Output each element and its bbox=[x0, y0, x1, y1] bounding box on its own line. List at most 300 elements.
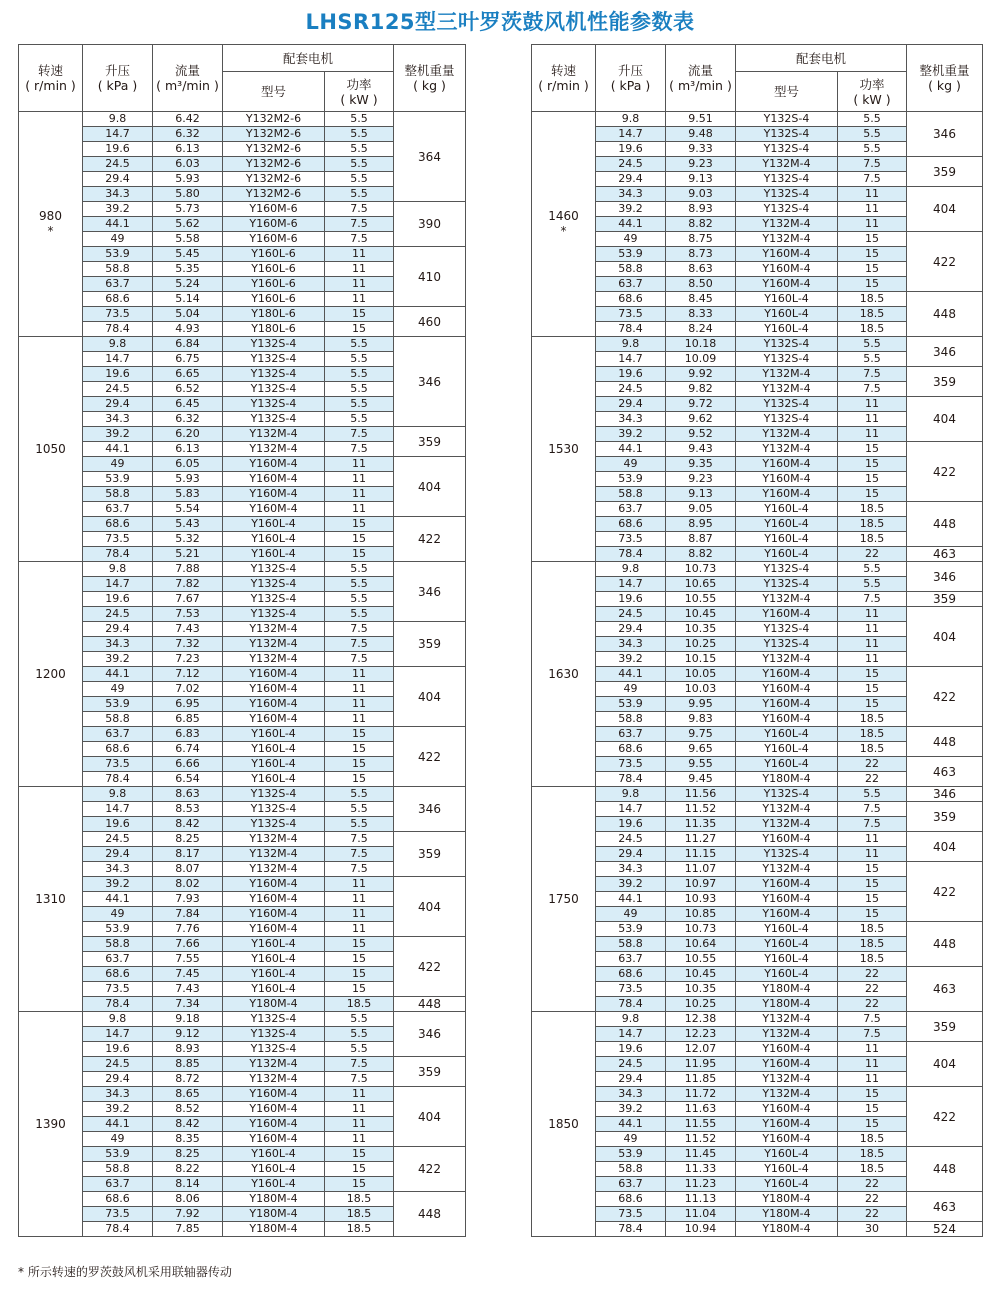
weight-cell: 404 bbox=[907, 397, 983, 442]
table-row bbox=[532, 1012, 983, 1027]
flow-cell: 9.72 bbox=[666, 397, 736, 412]
speed-mark: * bbox=[47, 224, 54, 238]
header-pressure bbox=[83, 45, 153, 112]
flow-cell: 9.23 bbox=[666, 472, 736, 487]
motor-model-cell: Y132S-4 bbox=[736, 787, 838, 802]
motor-model-cell: Y160M-4 bbox=[223, 1132, 325, 1147]
header-pressure-label: 升压 bbox=[617, 63, 643, 78]
flow-cell: 8.82 bbox=[666, 547, 736, 562]
header-pressure-unit: ( kPa ) bbox=[610, 78, 651, 93]
pressure-cell: 68.6 bbox=[83, 292, 153, 307]
weight-cell: 390 bbox=[394, 202, 466, 247]
motor-model-cell: Y132S-4 bbox=[223, 607, 325, 622]
pressure-cell: 34.3 bbox=[596, 862, 666, 877]
weight-cell: 359 bbox=[394, 622, 466, 667]
power-cell: 5.5 bbox=[325, 1042, 394, 1057]
header-weight bbox=[394, 45, 466, 112]
flow-cell: 6.03 bbox=[153, 157, 223, 172]
power-cell: 11 bbox=[325, 262, 394, 277]
speed-value: 1310 bbox=[35, 891, 66, 906]
power-cell: 7.5 bbox=[325, 202, 394, 217]
flow-cell: 5.32 bbox=[153, 532, 223, 547]
pressure-cell: 9.8 bbox=[83, 112, 153, 127]
motor-model-cell: Y160M-4 bbox=[736, 877, 838, 892]
power-cell: 5.5 bbox=[838, 142, 907, 157]
pressure-cell: 78.4 bbox=[596, 1222, 666, 1237]
power-cell: 15 bbox=[838, 1087, 907, 1102]
pressure-cell: 34.3 bbox=[83, 412, 153, 427]
flow-cell: 8.65 bbox=[153, 1087, 223, 1102]
power-cell: 5.5 bbox=[325, 172, 394, 187]
flow-cell: 9.13 bbox=[666, 487, 736, 502]
page-title: LHSR125型三叶罗茨鼓风机性能参数表 bbox=[305, 10, 695, 34]
pressure-cell: 29.4 bbox=[596, 172, 666, 187]
pressure-cell: 29.4 bbox=[596, 847, 666, 862]
power-cell: 5.5 bbox=[325, 367, 394, 382]
motor-model-cell: Y160L-4 bbox=[736, 727, 838, 742]
pressure-cell: 68.6 bbox=[596, 742, 666, 757]
pressure-cell: 44.1 bbox=[83, 892, 153, 907]
motor-model-cell: Y160L-4 bbox=[223, 982, 325, 997]
flow-cell: 7.85 bbox=[153, 1222, 223, 1237]
motor-model-cell: Y132M-4 bbox=[736, 652, 838, 667]
table-row bbox=[19, 787, 466, 802]
weight-cell: 463 bbox=[907, 547, 983, 562]
weight-cell: 359 bbox=[907, 367, 983, 397]
pressure-cell: 63.7 bbox=[596, 277, 666, 292]
power-cell: 5.5 bbox=[325, 112, 394, 127]
power-cell: 22 bbox=[838, 967, 907, 982]
flow-cell: 7.82 bbox=[153, 577, 223, 592]
table-row bbox=[532, 922, 983, 937]
motor-model-cell: Y132M-4 bbox=[736, 802, 838, 817]
pressure-cell: 49 bbox=[83, 232, 153, 247]
flow-cell: 5.73 bbox=[153, 202, 223, 217]
pressure-cell: 14.7 bbox=[596, 802, 666, 817]
power-cell: 18.5 bbox=[838, 517, 907, 532]
motor-model-cell: Y160L-4 bbox=[736, 292, 838, 307]
speed-value: 1850 bbox=[548, 1116, 579, 1131]
table-row bbox=[532, 157, 983, 172]
motor-model-cell: Y160L-4 bbox=[736, 967, 838, 982]
motor-model-cell: Y160L-4 bbox=[736, 952, 838, 967]
table-body-left bbox=[19, 112, 466, 1237]
motor-model-cell: Y132M-4 bbox=[223, 427, 325, 442]
motor-model-cell: Y160M-4 bbox=[223, 667, 325, 682]
pressure-cell: 44.1 bbox=[596, 1117, 666, 1132]
power-cell: 30 bbox=[838, 1222, 907, 1237]
pressure-cell: 68.6 bbox=[83, 517, 153, 532]
flow-cell: 5.80 bbox=[153, 187, 223, 202]
flow-cell: 9.48 bbox=[666, 127, 736, 142]
motor-model-cell: Y132S-4 bbox=[736, 112, 838, 127]
flow-cell: 9.52 bbox=[666, 427, 736, 442]
motor-model-cell: Y160L-4 bbox=[223, 937, 325, 952]
table-body-right bbox=[532, 112, 983, 1237]
flow-cell: 10.45 bbox=[666, 607, 736, 622]
power-cell: 15 bbox=[325, 952, 394, 967]
flow-cell: 5.58 bbox=[153, 232, 223, 247]
motor-model-cell: Y160L-4 bbox=[223, 727, 325, 742]
pressure-cell: 19.6 bbox=[83, 142, 153, 157]
motor-model-cell: Y132S-4 bbox=[736, 562, 838, 577]
power-cell: 5.5 bbox=[838, 127, 907, 142]
pressure-cell: 19.6 bbox=[83, 367, 153, 382]
motor-model-cell: Y160L-4 bbox=[223, 517, 325, 532]
power-cell: 11 bbox=[325, 277, 394, 292]
motor-model-cell: Y160M-4 bbox=[736, 457, 838, 472]
motor-model-cell: Y160M-4 bbox=[223, 487, 325, 502]
header-flow bbox=[153, 45, 223, 112]
motor-model-cell: Y132M-4 bbox=[736, 1087, 838, 1102]
power-cell: 18.5 bbox=[838, 322, 907, 337]
pressure-cell: 44.1 bbox=[596, 892, 666, 907]
pressure-cell: 58.8 bbox=[83, 262, 153, 277]
flow-cell: 9.05 bbox=[666, 502, 736, 517]
pressure-cell: 53.9 bbox=[596, 1147, 666, 1162]
pressure-cell: 63.7 bbox=[83, 1177, 153, 1192]
header-speed bbox=[532, 45, 596, 112]
flow-cell: 10.97 bbox=[666, 877, 736, 892]
weight-cell: 359 bbox=[907, 1012, 983, 1042]
header-weight-unit: ( kg ) bbox=[413, 78, 446, 93]
speed-value: 1460 bbox=[548, 209, 579, 223]
power-cell: 5.5 bbox=[838, 352, 907, 367]
pressure-cell: 39.2 bbox=[596, 202, 666, 217]
weight-cell: 410 bbox=[394, 247, 466, 307]
speed-cell bbox=[532, 787, 596, 1012]
pressure-cell: 44.1 bbox=[83, 667, 153, 682]
flow-cell: 8.22 bbox=[153, 1162, 223, 1177]
flow-cell: 9.51 bbox=[666, 112, 736, 127]
pressure-cell: 24.5 bbox=[596, 832, 666, 847]
flow-cell: 11.72 bbox=[666, 1087, 736, 1102]
table-row bbox=[532, 1042, 983, 1057]
weight-cell: 422 bbox=[907, 442, 983, 502]
flow-cell: 6.13 bbox=[153, 442, 223, 457]
flow-cell: 9.95 bbox=[666, 697, 736, 712]
table-row bbox=[19, 1147, 466, 1162]
motor-model-cell: Y160M-4 bbox=[223, 1117, 325, 1132]
table-row bbox=[532, 547, 983, 562]
power-cell: 7.5 bbox=[838, 157, 907, 172]
weight-cell: 422 bbox=[394, 727, 466, 787]
power-cell: 5.5 bbox=[838, 577, 907, 592]
power-cell: 15 bbox=[325, 322, 394, 337]
motor-model-cell: Y160M-4 bbox=[736, 1042, 838, 1057]
pressure-cell: 73.5 bbox=[83, 532, 153, 547]
motor-model-cell: Y180M-4 bbox=[736, 772, 838, 787]
flow-cell: 12.07 bbox=[666, 1042, 736, 1057]
table-row bbox=[532, 397, 983, 412]
motor-model-cell: Y160M-4 bbox=[736, 697, 838, 712]
pressure-cell: 34.3 bbox=[596, 187, 666, 202]
power-cell: 11 bbox=[838, 832, 907, 847]
pressure-cell: 49 bbox=[596, 682, 666, 697]
power-cell: 18.5 bbox=[838, 727, 907, 742]
power-cell: 15 bbox=[838, 457, 907, 472]
weight-cell: 404 bbox=[394, 1087, 466, 1147]
flow-cell: 9.35 bbox=[666, 457, 736, 472]
power-cell: 18.5 bbox=[838, 712, 907, 727]
power-cell: 18.5 bbox=[325, 997, 394, 1012]
power-cell: 5.5 bbox=[325, 802, 394, 817]
motor-model-cell: Y180M-4 bbox=[223, 1222, 325, 1237]
power-cell: 15 bbox=[325, 757, 394, 772]
flow-cell: 8.72 bbox=[153, 1072, 223, 1087]
pressure-cell: 34.3 bbox=[83, 862, 153, 877]
power-cell: 5.5 bbox=[325, 157, 394, 172]
flow-cell: 8.82 bbox=[666, 217, 736, 232]
motor-model-cell: Y160M-4 bbox=[736, 1102, 838, 1117]
power-cell: 22 bbox=[838, 997, 907, 1012]
motor-model-cell: Y160M-4 bbox=[736, 907, 838, 922]
pressure-cell: 53.9 bbox=[83, 247, 153, 262]
motor-model-cell: Y160L-4 bbox=[736, 532, 838, 547]
motor-model-cell: Y160L-6 bbox=[223, 277, 325, 292]
header-model: 型号 bbox=[736, 72, 838, 112]
flow-cell: 11.55 bbox=[666, 1117, 736, 1132]
motor-model-cell: Y132S-4 bbox=[223, 1027, 325, 1042]
table-row bbox=[532, 112, 983, 127]
motor-model-cell: Y160L-4 bbox=[223, 547, 325, 562]
flow-cell: 5.62 bbox=[153, 217, 223, 232]
motor-model-cell: Y132S-4 bbox=[736, 577, 838, 592]
power-cell: 11 bbox=[325, 922, 394, 937]
flow-cell: 6.74 bbox=[153, 742, 223, 757]
flow-cell: 9.23 bbox=[666, 157, 736, 172]
motor-model-cell: Y160M-4 bbox=[223, 892, 325, 907]
pressure-cell: 63.7 bbox=[83, 502, 153, 517]
flow-cell: 6.32 bbox=[153, 127, 223, 142]
pressure-cell: 14.7 bbox=[83, 352, 153, 367]
header-motor: 配套电机 bbox=[223, 45, 394, 72]
power-cell: 5.5 bbox=[838, 787, 907, 802]
power-cell: 7.5 bbox=[325, 442, 394, 457]
flow-cell: 7.84 bbox=[153, 907, 223, 922]
motor-model-cell: Y132M-4 bbox=[736, 1027, 838, 1042]
speed-cell bbox=[532, 562, 596, 787]
table-row bbox=[19, 622, 466, 637]
power-cell: 11 bbox=[325, 292, 394, 307]
power-cell: 5.5 bbox=[325, 577, 394, 592]
motor-model-cell: Y132M-4 bbox=[736, 217, 838, 232]
power-cell: 15 bbox=[838, 487, 907, 502]
flow-cell: 5.04 bbox=[153, 307, 223, 322]
pressure-cell: 78.4 bbox=[83, 322, 153, 337]
pressure-cell: 39.2 bbox=[596, 652, 666, 667]
power-cell: 7.5 bbox=[325, 847, 394, 862]
flow-cell: 8.06 bbox=[153, 1192, 223, 1207]
table-row bbox=[532, 832, 983, 847]
header-speed-label: 转速 bbox=[550, 63, 576, 78]
flow-cell: 11.45 bbox=[666, 1147, 736, 1162]
pressure-cell: 58.8 bbox=[83, 937, 153, 952]
table-row bbox=[19, 457, 466, 472]
weight-cell: 422 bbox=[907, 862, 983, 922]
motor-model-cell: Y132S-4 bbox=[736, 337, 838, 352]
pressure-cell: 14.7 bbox=[83, 1027, 153, 1042]
table-row bbox=[19, 727, 466, 742]
flow-cell: 8.93 bbox=[153, 1042, 223, 1057]
motor-model-cell: Y160M-6 bbox=[223, 217, 325, 232]
flow-cell: 10.35 bbox=[666, 982, 736, 997]
power-cell: 7.5 bbox=[325, 232, 394, 247]
weight-cell: 359 bbox=[394, 1057, 466, 1087]
pressure-cell: 19.6 bbox=[596, 1042, 666, 1057]
header-power-label: 功率 bbox=[346, 76, 372, 92]
table-row bbox=[19, 1087, 466, 1102]
weight-cell: 346 bbox=[394, 562, 466, 622]
weight-cell: 448 bbox=[907, 1147, 983, 1192]
pressure-cell: 24.5 bbox=[596, 1057, 666, 1072]
flow-cell: 8.85 bbox=[153, 1057, 223, 1072]
table-row bbox=[532, 292, 983, 307]
weight-cell: 422 bbox=[394, 937, 466, 997]
power-cell: 15 bbox=[325, 1162, 394, 1177]
flow-cell: 10.18 bbox=[666, 337, 736, 352]
power-cell: 15 bbox=[838, 247, 907, 262]
header-power-label: 功率 bbox=[859, 76, 885, 92]
table-row bbox=[532, 1087, 983, 1102]
power-cell: 11 bbox=[325, 682, 394, 697]
performance-table-right bbox=[531, 44, 983, 1237]
motor-model-cell: Y180M-4 bbox=[736, 1207, 838, 1222]
power-cell: 5.5 bbox=[325, 817, 394, 832]
power-cell: 18.5 bbox=[838, 307, 907, 322]
motor-model-cell: Y132S-4 bbox=[223, 817, 325, 832]
pressure-cell: 73.5 bbox=[596, 307, 666, 322]
power-cell: 11 bbox=[838, 397, 907, 412]
power-cell: 7.5 bbox=[325, 637, 394, 652]
motor-model-cell: Y160M-4 bbox=[736, 607, 838, 622]
power-cell: 5.5 bbox=[325, 592, 394, 607]
motor-model-cell: Y132M-4 bbox=[223, 1072, 325, 1087]
header-motor: 配套电机 bbox=[736, 45, 907, 72]
motor-model-cell: Y132M-4 bbox=[736, 157, 838, 172]
power-cell: 15 bbox=[325, 727, 394, 742]
power-cell: 18.5 bbox=[838, 952, 907, 967]
motor-model-cell: Y160M-4 bbox=[223, 712, 325, 727]
motor-model-cell: Y180M-4 bbox=[223, 1207, 325, 1222]
power-cell: 18.5 bbox=[325, 1192, 394, 1207]
header-weight-unit: ( kg ) bbox=[928, 78, 961, 93]
speed-cell bbox=[532, 337, 596, 562]
power-cell: 11 bbox=[325, 487, 394, 502]
power-cell: 7.5 bbox=[325, 862, 394, 877]
pressure-cell: 73.5 bbox=[83, 757, 153, 772]
motor-model-cell: Y160M-4 bbox=[736, 682, 838, 697]
weight-cell: 448 bbox=[907, 502, 983, 547]
pressure-cell: 19.6 bbox=[83, 1042, 153, 1057]
speed-cell bbox=[532, 112, 596, 337]
pressure-cell: 78.4 bbox=[596, 547, 666, 562]
table-row bbox=[19, 877, 466, 892]
speed-value: 1630 bbox=[548, 666, 579, 681]
flow-cell: 8.42 bbox=[153, 817, 223, 832]
power-cell: 15 bbox=[838, 907, 907, 922]
flow-cell: 7.12 bbox=[153, 667, 223, 682]
pressure-cell: 24.5 bbox=[83, 1057, 153, 1072]
motor-model-cell: Y160M-4 bbox=[736, 1117, 838, 1132]
pressure-cell: 58.8 bbox=[596, 487, 666, 502]
flow-cell: 5.21 bbox=[153, 547, 223, 562]
flow-cell: 11.95 bbox=[666, 1057, 736, 1072]
flow-cell: 11.35 bbox=[666, 817, 736, 832]
pressure-cell: 19.6 bbox=[83, 817, 153, 832]
power-cell: 7.5 bbox=[838, 817, 907, 832]
power-cell: 11 bbox=[838, 847, 907, 862]
header-power bbox=[325, 72, 394, 112]
pressure-cell: 29.4 bbox=[596, 622, 666, 637]
power-cell: 15 bbox=[838, 277, 907, 292]
header-speed bbox=[19, 45, 83, 112]
pressure-cell: 58.8 bbox=[596, 712, 666, 727]
pressure-cell: 78.4 bbox=[83, 1222, 153, 1237]
pressure-cell: 39.2 bbox=[83, 427, 153, 442]
weight-cell: 463 bbox=[907, 1192, 983, 1222]
flow-cell: 10.65 bbox=[666, 577, 736, 592]
flow-cell: 6.52 bbox=[153, 382, 223, 397]
motor-model-cell: Y132M2-6 bbox=[223, 142, 325, 157]
speed-cell bbox=[19, 337, 83, 562]
power-cell: 15 bbox=[325, 1177, 394, 1192]
weight-cell: 359 bbox=[394, 832, 466, 877]
table-row bbox=[19, 1192, 466, 1207]
table-row bbox=[532, 757, 983, 772]
power-cell: 11 bbox=[838, 1072, 907, 1087]
pressure-cell: 9.8 bbox=[83, 787, 153, 802]
power-cell: 5.5 bbox=[325, 1012, 394, 1027]
flow-cell: 7.02 bbox=[153, 682, 223, 697]
flow-cell: 9.83 bbox=[666, 712, 736, 727]
pressure-cell: 68.6 bbox=[83, 1192, 153, 1207]
flow-cell: 8.63 bbox=[153, 787, 223, 802]
flow-cell: 6.84 bbox=[153, 337, 223, 352]
power-cell: 15 bbox=[838, 892, 907, 907]
power-cell: 15 bbox=[838, 1102, 907, 1117]
power-cell: 22 bbox=[838, 1207, 907, 1222]
pressure-cell: 73.5 bbox=[596, 982, 666, 997]
motor-model-cell: Y132M2-6 bbox=[223, 172, 325, 187]
flow-cell: 6.20 bbox=[153, 427, 223, 442]
pressure-cell: 58.8 bbox=[83, 712, 153, 727]
power-cell: 7.5 bbox=[838, 592, 907, 607]
motor-model-cell: Y132S-4 bbox=[223, 397, 325, 412]
power-cell: 11 bbox=[325, 697, 394, 712]
pressure-cell: 63.7 bbox=[83, 727, 153, 742]
power-cell: 18.5 bbox=[838, 502, 907, 517]
power-cell: 5.5 bbox=[325, 607, 394, 622]
flow-cell: 11.27 bbox=[666, 832, 736, 847]
weight-cell: 346 bbox=[907, 112, 983, 157]
motor-model-cell: Y160L-4 bbox=[736, 742, 838, 757]
motor-model-cell: Y132M2-6 bbox=[223, 157, 325, 172]
weight-cell: 359 bbox=[907, 592, 983, 607]
motor-model-cell: Y132M-4 bbox=[736, 817, 838, 832]
motor-model-cell: Y132S-4 bbox=[736, 847, 838, 862]
pressure-cell: 44.1 bbox=[83, 1117, 153, 1132]
pressure-cell: 9.8 bbox=[83, 562, 153, 577]
flow-cell: 11.15 bbox=[666, 847, 736, 862]
header-pressure bbox=[596, 45, 666, 112]
power-cell: 11 bbox=[838, 1057, 907, 1072]
power-cell: 11 bbox=[325, 1087, 394, 1102]
table-row bbox=[19, 247, 466, 262]
pressure-cell: 14.7 bbox=[596, 577, 666, 592]
flow-cell: 6.05 bbox=[153, 457, 223, 472]
pressure-cell: 49 bbox=[83, 1132, 153, 1147]
